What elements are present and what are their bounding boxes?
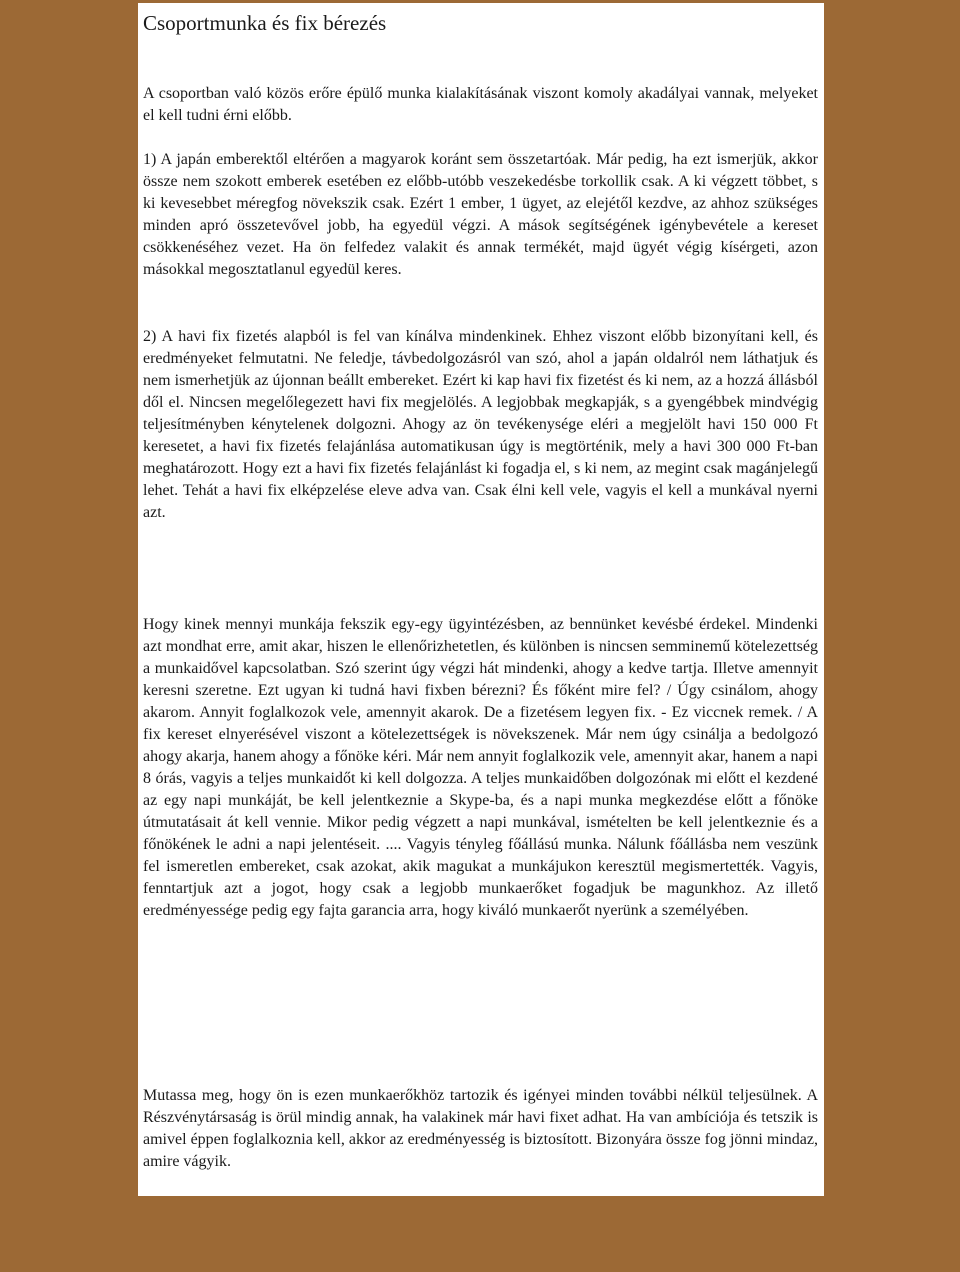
document-page	[138, 3, 824, 1196]
closing-paragraph: Mutassa meg, hogy ön is ezen munkaerőkhöz tartozik és igényei minden további nélkül teljesülnek. A Részvénytársaság is örül mindig annak, ha valakinek már havi fixet adhat. Ha van ambíciója és tetszik is amivel éppen foglalkoznia kell, akkor az eredményesség is biztosított. Bizonyára össze fog jönni mindaz, amire vágyik.	[143, 1087, 818, 1170]
workload-paragraph: Hogy kinek mennyi munkája fekszik egy-egy ügyintézésben, az bennünket kevésbé érdekel. Mindenki azt mondhat erre, amit akar, hiszen le ellenőrizhetetlen, és különben is nincsen semminemű kötelezettség a munkaidővel kapcsolatban. Szó szerint úgy végzi hát mindenki, ahogy a kedve tartja. Illetve amennyit keresni szeretne. Ezt ugyan ki tudná havi fixben bérezni? És főként mire fel? / Úgy csinálom, ahogy akarom. Annyit foglalkozok vele, amennyit akarok. De a fizetésem legyen fix. - Ez viccnek remek. / A fix kereset elnyerésével viszont a kötelezettségek is növekszenek. Már nem úgy csinálja a bedolgozó ahogy akarja, hanem ahogy a főnöke kéri. Már nem annyit foglalkozik vele, amennyit akar, hanem a napi 8 órás, vagyis a teljes munkaidőt ki kell dolgozza. A teljes munkaidőben dolgozónak mi előtt el kezdené az egy napi munkáját, be kell jelentkeznie a Skype-ba, és a napi munka megkezdése előtt a főnöke útmutatásait át kell vennie. Mikor pedig végzett a napi munkával, ismételten be kell jelentkeznie és a főnökének le adni a napi jelentéseit. .... Vagyis tényleg főállású munka. Nálunk főállásba nem veszünk fel ismeretlen embereket, csak azokat, akik magukat a munkájukon keresztül megismertették. Vagyis, fenntartjuk azt a jogot, hogy csak a legjobb munkaerőket fogadjuk be magunkhoz. Az illető eredményessége pedig egy fajta garancia arra, hogy kiváló munkaerőt nyerünk a személyében.	[143, 616, 818, 919]
point-one-paragraph: 1) A japán emberektől eltérően a magyarok koránt sem összetartóak. Már pedig, ha ezt ismerjük, akkor össze nem szokott emberek esetében ez előbb-utóbb veszekedésbe torkollik csak. A ki végzett többet, s ki kevesebbet méregfog növekszik csak. Ezért 1 ember, 1 ügyet, az elejétől kezdve, az ahhoz szükséges minden apró összetevővel jobb, ha egyedül végzi. A mások segítségének igénybevétele a kereset csökkenéséhez vezet. Ha ön felfedez valakit és annak termékét, majd ügyét végig kísérgeti, azon másokkal megosztatlanul egyedül keres.	[143, 151, 818, 278]
document-title: Csoportmunka és fix bérezés	[143, 11, 387, 35]
point-two-paragraph: 2) A havi fix fizetés alapból is fel van kínálva mindenkinek. Ehhez viszont előbb bizonyítani kell, és eredményeket felmutatni. Ne feledje, távbedolgozásról van szó, ahol a japán oldalról nem láthatjuk és nem ismerhetjük az újonnan beállt embereket. Ezért ki kap havi fix fizetést és ki nem, az a hozzá állásból dől el. Nincsen megelőlegezett havi fix megjelölés. A legjobbak megkapják, s a gyengébbek mindvégig teljesítményben kénytelenek dolgozni. Ahogy az ön tevékenysége eléri a megjelölt havi 150 000 Ft keresetet, a havi fix fizetés felajánlása automatikusan úgy is megtörténik, mely a havi 300 000 Ft-ban meghatározott. Hogy ezt a havi fix fizetés felajánlást ki fogadja el, s ki nem, az megint csak magánjelegű lehet. Tehát a havi fix elképzelése eleve adva van. Csak élni kell vele, vagyis el kell a munkával nyerni azt.	[143, 328, 818, 521]
intro-paragraph: A csoportban való közös erőre épülő munka kialakításának viszont komoly akadályai vannak, melyeket el kell tudni érni előbb.	[143, 85, 818, 124]
